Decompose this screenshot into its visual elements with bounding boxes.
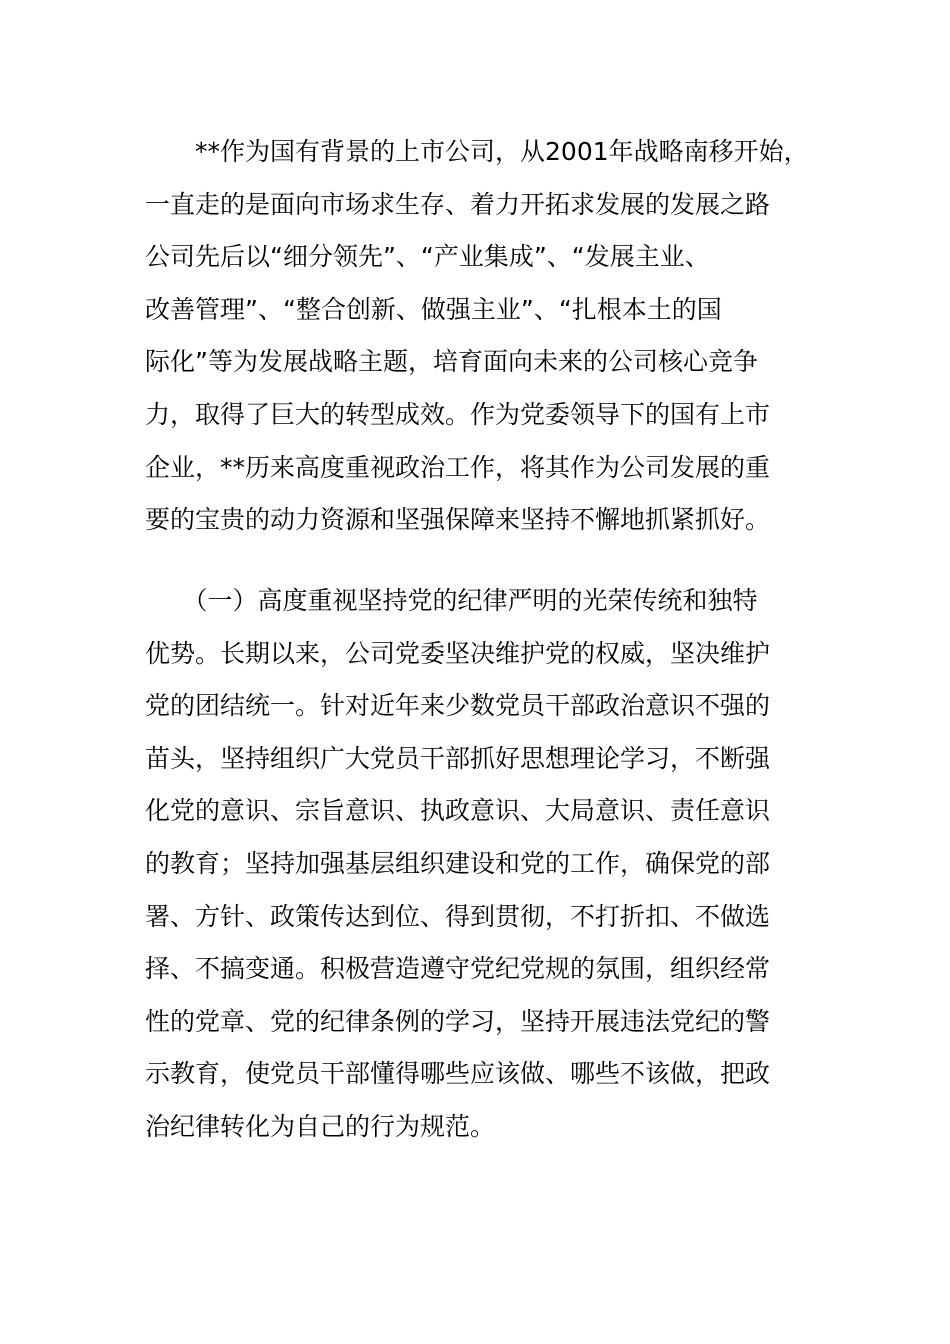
text-line: 际化”等为发展战略主题，培育面向未来的公司核心竞争 <box>145 347 758 377</box>
paragraph-company-overview <box>145 126 815 547</box>
text-line: 治纪律转化为自己的行为规范。 <box>145 1111 496 1141</box>
text-line: 力，取得了巨大的转型成效。作为党委领导下的国有上市 <box>145 399 771 429</box>
text-line: （一）高度重视坚持党的纪律严明的光荣传统和独特 <box>145 586 758 615</box>
paragraph-party-discipline <box>145 575 815 1154</box>
text-line: 要的宝贵的动力资源和坚强保障来坚持不懈地抓紧抓好。 <box>145 505 771 535</box>
text-line: 优势。长期以来，公司党委坚决维护党的权威，坚决维护 <box>145 638 771 668</box>
text-line: 企业，**历来高度重视政治工作，将其作为公司发展的重 <box>145 452 771 482</box>
text-line: 化党的意识、宗旨意识、执政意识、大局意识、责任意识 <box>145 796 771 826</box>
text-line: 性的党章、党的纪律条例的学习，坚持开展违法党纪的警 <box>145 1006 771 1036</box>
text-line: 择、不搞变通。积极营造遵守党纪党规的氛围，组织经常 <box>145 954 771 984</box>
text-line: 一直走的是面向市场求生存、着力开拓求发展的发展之路 <box>145 189 771 219</box>
text-line: 党的团结统一。针对近年来少数党员干部政治意识不强的 <box>145 691 771 721</box>
text-line: **作为国有背景的上市公司，从2001年战略南移开始， <box>145 137 809 166</box>
text-line: 苗头，坚持组织广大党员干部抓好思想理论学习，不断强 <box>145 743 771 773</box>
text-line: 的教育；坚持加强基层组织建设和党的工作，确保党的部 <box>145 848 771 878</box>
text-line: 公司先后以“细分领先”、“产业集成”、“发展主业、 <box>145 242 710 272</box>
text-line: 示教育，使党员干部懂得哪些应该做、哪些不该做，把政 <box>145 1059 771 1089</box>
text-line: 改善管理”、“整合创新、做强主业”、“扎根本土的国 <box>145 294 722 324</box>
text-line: 署、方针、政策传达到位、得到贯彻，不打折扣、不做选 <box>145 901 771 931</box>
